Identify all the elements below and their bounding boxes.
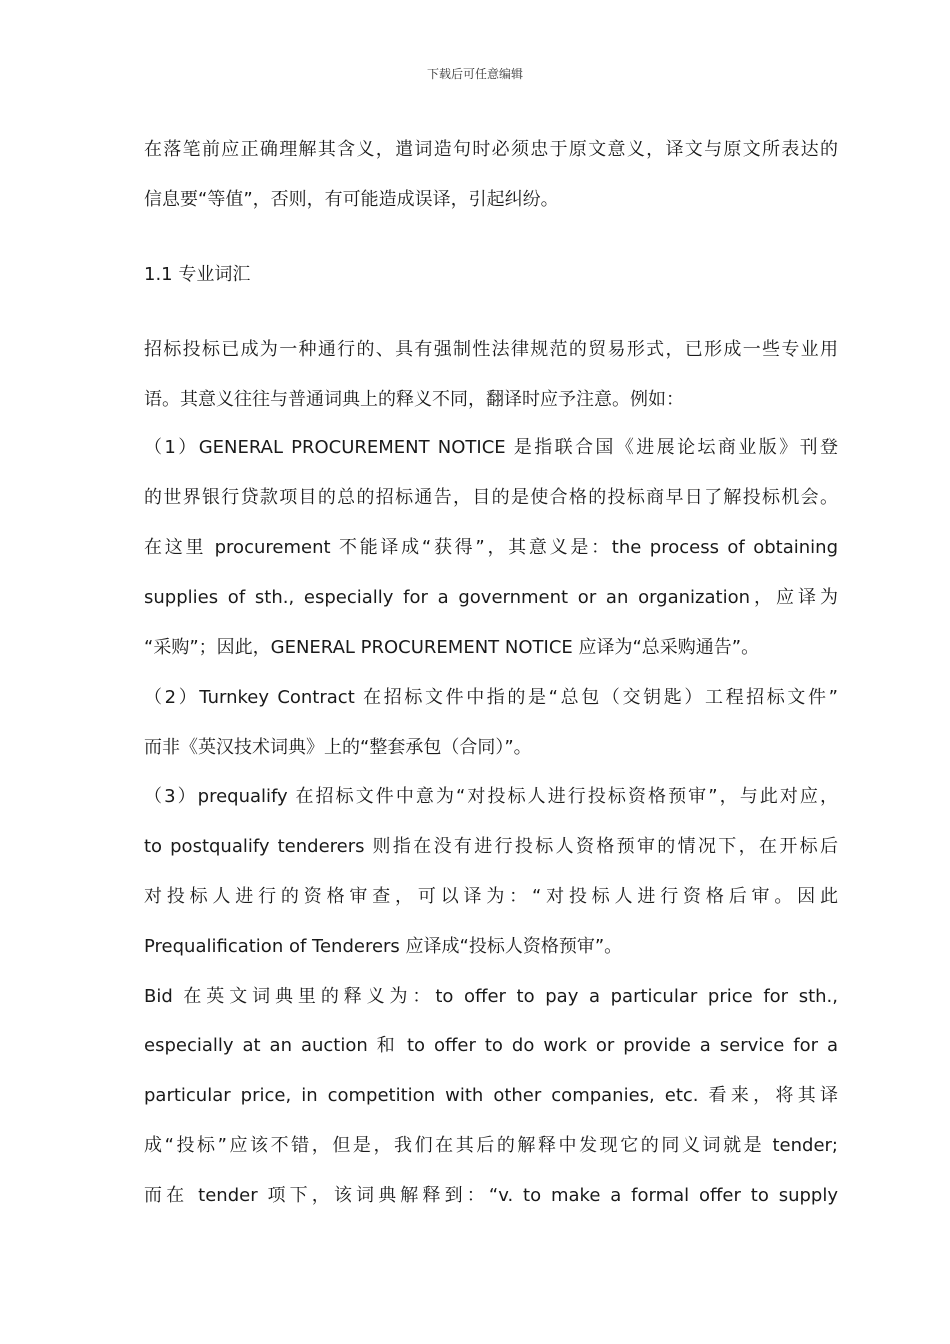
paragraph-line: “采购”；因此，GENERAL PROCUREMENT NOTICE 应译为“总采购通告”。 bbox=[144, 637, 760, 658]
paragraph-line: particular price, in competition with other companies, etc. 看来，将其译 bbox=[144, 1085, 838, 1106]
paragraph-line: supplies of sth., especially for a government or an organization，应译为 bbox=[144, 587, 838, 608]
paragraph-line: 在落笔前应正确理解其含义，遣词造句时必须忠于原文意义，译文与原文所表达的 bbox=[144, 139, 838, 160]
page-header: 下载后可任意编辑 bbox=[426, 67, 523, 81]
paragraph-line: 对投标人进行的资格审查，可以译为：“对投标人进行资格后审。因此 bbox=[144, 886, 838, 907]
paragraph-line: （3）prequalify 在招标文件中意为“对投标人进行投标资格预审”，与此对应， bbox=[144, 786, 838, 807]
paragraph-line: Prequalification of Tenderers 应译成“投标人资格预审”。 bbox=[144, 936, 623, 957]
paragraph-line: 而在 tender 项下，该词典解释到：“v. to make a formal offer to supply bbox=[144, 1185, 838, 1206]
paragraph-line: 信息要“等值”，否则，有可能造成误译，引起纠纷。 bbox=[144, 189, 559, 210]
paragraph-line: 成“投标”应该不错，但是，我们在其后的解释中发现它的同义词就是 tender; bbox=[144, 1135, 838, 1156]
paragraph-line: 而非《英汉技术词典》上的“整套承包（合同）”。 bbox=[144, 737, 532, 758]
paragraph-line: 的世界银行贷款项目的总的招标通告，目的是使合格的投标商早日了解投标机会。 bbox=[144, 487, 838, 508]
paragraph-line: 招标投标已成为一种通行的、具有强制性法律规范的贸易形式，已形成一些专业用 bbox=[144, 339, 838, 360]
paragraph-line: （1）GENERAL PROCUREMENT NOTICE 是指联合国《进展论坛商业版》刊登 bbox=[144, 437, 838, 458]
paragraph-line: Bid 在英文词典里的释义为：to offer to pay a particular price for sth., bbox=[144, 986, 838, 1007]
paragraph-line: （2）Turnkey Contract 在招标文件中指的是“总包（交钥匙）工程招标文件” bbox=[144, 687, 838, 708]
paragraph-line: 语。其意义往往与普通词典上的释义不同，翻译时应予注意。例如： bbox=[144, 389, 684, 410]
paragraph-line: 在这里 procurement 不能译成“获得”，其意义是：the process of obtaining bbox=[144, 537, 838, 558]
paragraph-line: to postqualify tenderers 则指在没有进行投标人资格预审的情况下，在开标后 bbox=[144, 836, 838, 857]
section-heading: 1.1 专业词汇 bbox=[144, 264, 251, 285]
paragraph-line: especially at an auction 和 to offer to do work or provide a service for a bbox=[144, 1035, 838, 1056]
